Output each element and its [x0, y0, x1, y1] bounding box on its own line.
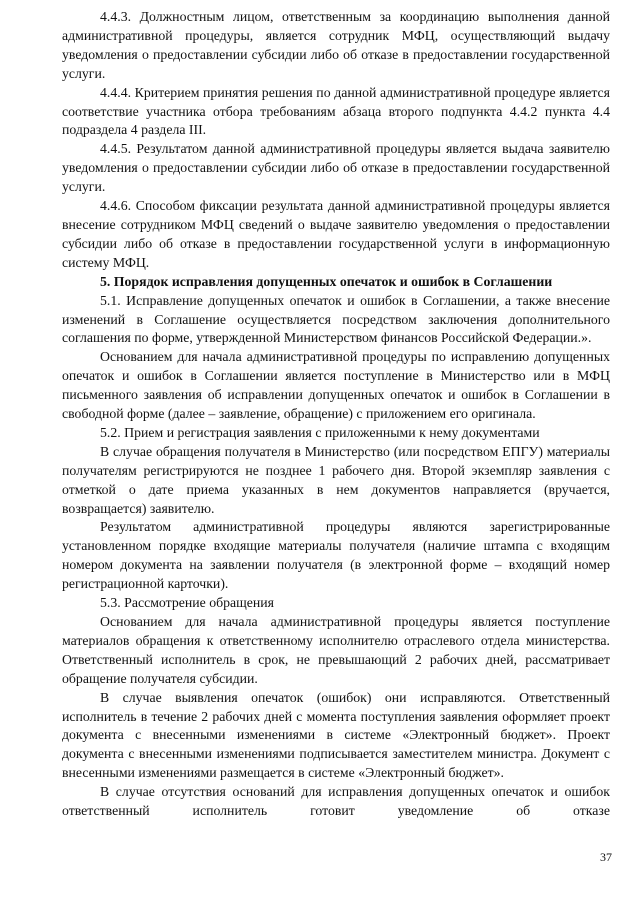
paragraph-4-4-5: 4.4.5. Результатом данной административной процедуры является выдача заявителю уведомления о предоставлении субсидии либо об отказе в предоставлении государственной услуги.	[62, 141, 610, 195]
paragraph-4-4-3: 4.4.3. Должностным лицом, ответственным за координацию выполнения данной административной процедуры, является сотрудник МФЦ, осуществляющий выдачу уведомления о предоставлении субсидии либо об отказе в предоставлении государственной услуги.	[62, 9, 610, 81]
paragraph-refusal-notice: В случае отсутствия оснований для исправления допущенных опечаток и ошибок ответственный исполнитель готовит уведомление об отказе	[62, 784, 610, 819]
paragraph-registration-result: Результатом административной процедуры являются зарегистрированные установленном порядке входящие материалы получателя (наличие штампа с входящим номером документа на заявлении получателя (в электронной форме – входящий номер регистрационной карточки).	[62, 519, 610, 592]
paragraph-basis-for-correction: Основанием для начала административной процедуры по исправлению допущенных опечаток и ошибок в Соглашении является поступление в Министерство или в МФЦ письменного заявления об исправлении допущенных опечаток и ошибок в Соглашении в свободной форме (далее – заявление, обращение) с приложением его оригинала.	[62, 349, 610, 422]
section-5-heading: 5. Порядок исправления допущенных опечаток и ошибок в Соглашении	[100, 273, 553, 289]
paragraph-4-4-6: 4.4.6. Способом фиксации результата данной административной процедуры является внесение сотрудником МФЦ сведений о выдаче заявителю уведомления о предоставлении субсидии либо об отказе в предоставлении государственной услуги в информационную систему МФЦ.	[62, 198, 610, 270]
paragraph-5-3-heading: 5.3. Рассмотрение обращения	[100, 595, 274, 611]
paragraph-5-1: 5.1. Исправление допущенных опечаток и ошибок в Соглашении, а также внесение изменений в Соглашение осуществляется посредством заключения дополнительного соглашения по форме, утвержденной Министерством финансов Российской Федерации.».	[62, 292, 610, 346]
paragraph-error-correction: В случае выявления опечаток (ошибок) они исправляются. Ответственный исполнитель в течение 2 рабочих дней с момента поступления заявления оформляет проект документа с внесенными изменениями в системе «Электронный бюджет». Проект документа с внесенными изменениями подписывается заместителем министра. Документ с внесенными изменениями размещается в системе «Электронный бюджет».	[62, 689, 610, 781]
paragraph-4-4-4: 4.4.4. Критерием принятия решения по данной административной процедуре является соответствие участника отбора требованиям абзаца второго подпункта 4.4.2 пункта 4.4 подраздела 4 раздела III.	[62, 84, 610, 138]
page-number: 37	[600, 850, 612, 864]
paragraph-5-2-heading: 5.2. Прием и регистрация заявления с приложенными к нему документами	[100, 424, 540, 440]
paragraph-registration: В случае обращения получателя в Министерство (или посредством ЕПГУ) материалы получателям регистрируются не позднее 1 рабочего дня. Второй экземпляр заявления с отметкой о дате приема указанных в нем документов направляется (вручается, возвращается) заявителю.	[62, 443, 610, 516]
document-body	[62, 8, 610, 821]
paragraph-review-basis: Основанием для начала административной процедуры является поступление материалов обращения к ответственному исполнителю отраслевого отдела министерства. Ответственный исполнитель в срок, не превышающий 2 рабочих дней, рассматривает обращение получателя субсидии.	[62, 614, 610, 686]
